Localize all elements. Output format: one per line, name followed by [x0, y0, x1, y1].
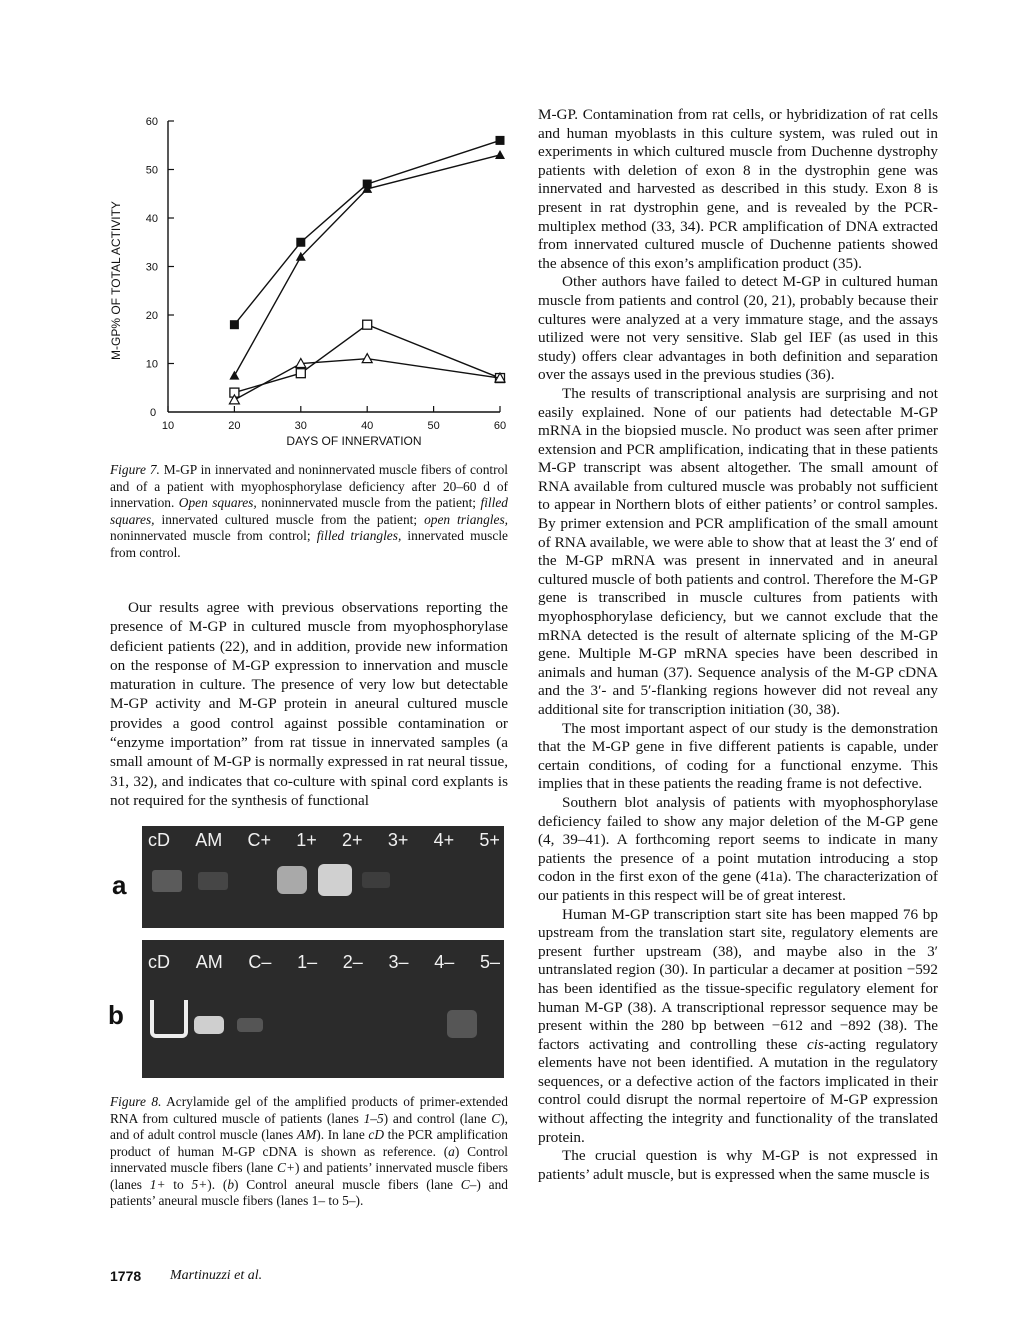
x-tick-label: 40: [361, 420, 374, 432]
paragraph: The most important aspect of our study is the demonstration that the M-GP gene in five different patients is capable, under certain conditions, of coding for a functional enzyme. This implies that in these patients the reading frame is not defective.: [538, 719, 938, 793]
figure7-caption-text: innervated muscle from control.: [110, 528, 508, 560]
left-body-text: [110, 598, 508, 810]
lane-label: C–: [248, 952, 272, 972]
figure8-caption-text: ). (: [207, 1176, 228, 1192]
figure7-caption: [110, 462, 508, 561]
right-column-text: [538, 106, 938, 1184]
gel-band: [152, 870, 182, 892]
data-point-filled-square: [296, 238, 305, 247]
figure7-caption-em: Open squares,: [178, 495, 257, 510]
paragraph-em: cis: [806, 1035, 824, 1053]
paragraph: The results of transcriptional analysis are surprising and not easily explained. None of our patients had detectable M-GP mRNA in the biopsied muscle. No product was seen after primer extension and PCR amplification, indicating that in these patients M-GP transcript was absent altogether. The small amount of RNA available from cultured muscle was probably not sufficient to appear in Northern blots of either patients’ or control samples. By primer extension and PCR amplification of the small amount of RNA available, we were able to show that at least the 3′ end of the M-GP mRNA was present in innervated and in aneural cultured muscle of both patients and control. Therefore the M-GP gene is transcribed in muscle cultures from patients with myophosphorylase deficiency, but we cannot exclude that the mRNA detected is the result of alternate splicing of the M-GP gene. Multiple M-GP mRNA species have been described in animals and human (37). Sequence analysis of the M-GP cDNA and the 3′- and 5′-flanking regions however did not reveal any additional site for transcription initiation (30, 38).: [538, 384, 938, 718]
y-tick-label: 30: [145, 261, 158, 274]
figure8-caption-text: ) and control (lane: [383, 1110, 492, 1126]
figure8-caption-text: ), and of adult control muscle (lanes: [110, 1110, 509, 1142]
lane-label: AM: [195, 830, 223, 850]
gel-band: [194, 1016, 224, 1034]
paragraph-text: Human M-GP transcription start site has been mapped 76 bp upstream from the translation start site, regulatory elements are present further upstream (38), and maybe also in the 3′ untranslated region (30). In particular a decamer at position −592 has been identified as the tissue-specific regulatory element for human M-GP (38). A transcriptional repressor sequence may be present within the 280 bp between −612 and −892 (38). The factors activating and controlling these: [538, 905, 938, 1053]
figure8-caption-em: 1–5: [363, 1110, 384, 1126]
figure7-caption-text: noninnervated muscle from control;: [110, 528, 317, 543]
figure8-caption: [110, 1094, 508, 1210]
figure7-caption-em: filled squares,: [110, 495, 508, 527]
lane-label: 2–: [342, 952, 363, 972]
paragraph: M-GP. Contamination from rat cells, or hybridization of rat cells and human myoblasts in this culture system, was ruled out in experiments in which cultured muscle from Duchenne dystrophy patients with deletion of exon 8 in the dystrophin gene was innervated and harvested as described in this study. Exon 8 is present in rat dystrophin gene, and is revealed by the PCR-multiplex method (33, 34). PCR amplification of DNA extracted from innervated cultured muscle of Duchenne patients showed the absence of this exon’s amplification product (35).: [538, 106, 938, 272]
paragraph: Southern blot analysis of patients with myophosphorylase deficiency failed to show any major deletion of the M-GP gene (4, 39–41). A forthcoming report seems to indicate in many patients the presence of a point mutation introducing a stop codon in the first exon of the gene (41a). The characterization of our patients in this respect will be of great interest.: [538, 793, 938, 904]
figure8-caption-em: C–: [460, 1176, 477, 1192]
paragraph: Our results agree with previous observations reporting the presence of M-GP in cultured muscle from myophosphorylase deficient patients (22), and in addition, provide new information on the response of M-GP expression to innervation and muscle maturation in culture. The presence of very low but detectable M-GP activity and M-GP protein in aneural cultured muscle provides a good control against possible contamination or “enzyme importation” from rat tissue in innervated samples (a small amount of M-GP is normally expressed in rat neural tissue, 31, 32), and indicates that co-culture with spinal cord explants is not required for the synthesis of functional: [110, 599, 508, 809]
data-point-open-square: [296, 369, 305, 378]
data-point-filled-triangle: [229, 371, 239, 380]
gel-band: [362, 872, 390, 888]
figure8-caption-em: 1+: [149, 1176, 166, 1192]
gel-band: [447, 1010, 477, 1038]
lane-label: 3–: [388, 952, 409, 972]
figure7-caption-em: open triangles,: [424, 511, 509, 527]
lane-label: cD: [148, 830, 170, 850]
panel-letter-a: a: [112, 870, 127, 900]
y-tick-label: 60: [145, 116, 158, 128]
lane-label: 5+: [479, 830, 500, 850]
figure8-caption-text: ) Control aneural muscle fibers (lane: [234, 1176, 461, 1192]
figure7-caption-label: Figure 7.: [110, 462, 160, 477]
data-point-filled-square: [230, 320, 239, 329]
x-tick-label: 20: [228, 420, 241, 432]
figure8-caption-text: ) and patients’ aneural muscle fibers (lanes 1– to 5–).: [110, 1176, 508, 1208]
lane-label: 5–: [479, 952, 500, 972]
figure7-plot: [130, 105, 520, 455]
paragraph: Other authors have failed to detect M-GP in cultured human muscle from patients and control (20, 21), probably because their cultures were analyzed at a very immature stage, and the assays utilized were not very sensitive. Slab gel IEF (as used in this study) offers clear advantages in both definition and separation over the assays used in the previous studies (36).: [538, 273, 938, 384]
figure7-caption-em: filled triangles,: [316, 528, 402, 543]
figure8-caption-em: cD: [368, 1127, 385, 1142]
paragraph: The crucial question is why M-GP is not expressed in patients’ adult muscle, but is expressed when the same muscle is: [538, 1147, 938, 1183]
running-authors: Martinuzzi et al.: [170, 1268, 263, 1283]
x-axis-title: DAYS OF INNERVATION: [286, 434, 422, 448]
y-tick-label: 50: [145, 164, 158, 177]
figure7-caption-text: innervated cultured muscle from the patient;: [154, 511, 425, 527]
gel-band: [198, 872, 228, 890]
lane-label: cD: [148, 952, 170, 972]
series-line: [234, 140, 500, 324]
paragraph: [538, 906, 938, 1148]
figure8-caption-text: the PCR amplification product of human M-GP cDNA is shown as reference. (: [110, 1127, 509, 1159]
y-tick-label: 20: [145, 310, 158, 322]
figure8-caption-em: C+: [277, 1160, 295, 1175]
y-tick-label: 10: [145, 358, 158, 371]
x-tick-label: 30: [294, 420, 307, 432]
lane-label: 1–: [297, 952, 318, 972]
lane-label: C+: [247, 830, 272, 850]
figure8-caption-em: AM: [296, 1127, 317, 1142]
gel-band: [318, 864, 352, 896]
gel-a-lane-labels: [148, 830, 500, 851]
paragraph-text: -acting regulatory elements have not been identified. A mutation in the regulatory sequences, or a defective action of the factors implicated in their control could disrupt the normal repertoire of M-GP expression without affecting the integrity and functionality of the translated protein.: [538, 1035, 938, 1146]
gel-band: [150, 1000, 188, 1038]
figure7-y-axis-title-wrap: [100, 110, 130, 370]
figure8-caption-em: b: [227, 1176, 235, 1192]
figure8-caption-text: Acrylamide gel of the amplified products of primer-extended RNA from cultured muscle of patients (lanes: [110, 1094, 508, 1126]
y-axis-title: M-GP% OF TOTAL ACTIVITY: [109, 201, 123, 360]
series-line: [234, 359, 500, 400]
lane-label: 3+: [387, 830, 409, 850]
data-point-filled-square: [496, 136, 505, 145]
lane-label: 4+: [433, 830, 455, 850]
panel-letter-b: b: [108, 1000, 124, 1030]
x-tick-label: 60: [493, 420, 507, 432]
figure8-caption-em: a: [448, 1143, 455, 1159]
page-number: 1778: [110, 1268, 142, 1284]
figure8-caption-text: ). In lane: [316, 1127, 369, 1142]
lane-label: 2+: [342, 830, 363, 850]
lane-label: AM: [195, 952, 223, 972]
gel-b-lane-labels: [148, 952, 500, 973]
figure8-caption-text: ) and patients’ innervated muscle fibers (lanes: [110, 1160, 508, 1192]
y-tick-label: 0: [150, 407, 157, 419]
x-tick-label: 50: [427, 420, 440, 432]
lane-label: 1+: [296, 830, 317, 850]
figure8-caption-label: Figure 8.: [110, 1094, 162, 1109]
data-point-open-triangle: [362, 354, 372, 363]
figure7-caption-text: noninnervated muscle from the patient;: [256, 495, 481, 510]
data-point-filled-triangle: [495, 150, 505, 159]
y-tick-label: 40: [145, 213, 158, 225]
data-point-open-square: [363, 320, 372, 329]
figure8-caption-em: 5+: [191, 1176, 208, 1192]
lane-label: 4–: [434, 952, 455, 972]
gel-band: [237, 1018, 263, 1032]
figure8-caption-text: to: [165, 1176, 192, 1192]
figure7-caption-text: M-GP in innervated and noninnervated muscle fibers of control and of a patient with myophosphorylase deficiency after 20–60 d of innervation.: [110, 462, 508, 510]
figure8-caption-em: C: [491, 1110, 501, 1126]
gel-band: [277, 866, 307, 894]
x-tick-label: 10: [161, 420, 175, 432]
figure8-caption-text: ) Control innervated muscle fibers (lane: [110, 1143, 508, 1175]
